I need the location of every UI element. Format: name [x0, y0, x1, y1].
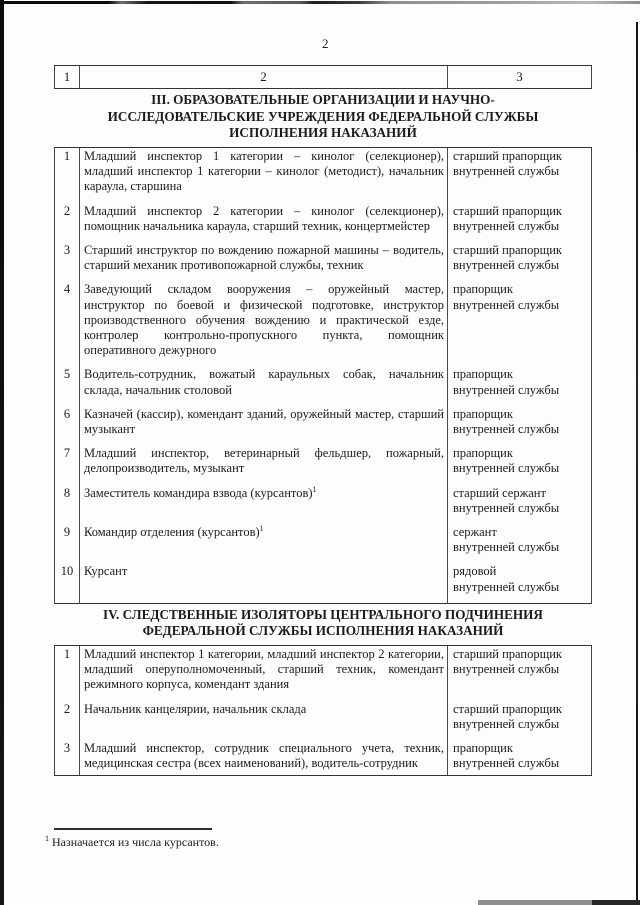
position-text: Младший инспектор, ветеринарный фельдшер, пожарный, делопроизводитель, музыкант — [84, 446, 444, 476]
rank-cell: прапорщик внутренней службы — [448, 281, 592, 366]
table-row — [55, 524, 592, 563]
section-iv-title-row — [55, 603, 592, 645]
row-number: 5 — [55, 366, 80, 405]
row-number: 3 — [55, 242, 80, 281]
scan-edge-top — [0, 1, 640, 4]
section-iv-title — [55, 603, 592, 645]
page-number: 2 — [322, 36, 329, 51]
position-cell — [80, 147, 448, 202]
table-row — [55, 406, 592, 445]
footnote-divider — [54, 828, 212, 830]
ranks-table — [54, 65, 592, 776]
position-text: Начальник канцелярии, начальник склада — [84, 701, 307, 716]
footnote-text: Назначается из числа курсантов. — [52, 835, 219, 849]
position-cell — [80, 203, 448, 242]
row-number: 3 — [55, 740, 80, 776]
scan-edge-bottom — [478, 900, 592, 905]
position-text: Заместитель командира взвода (курсантов) — [84, 485, 313, 500]
rank-cell: прапорщик внутренней службы — [448, 445, 592, 484]
scan-edge-left — [0, 0, 4, 905]
position-text: Заведующий складом вооружения – оружейный мастер, инструктор по боевой и физической подготовке, инструктор производственного обучения вождению и практической езде, контролер контрольно-пропускного пункта, помощник оперативного дежурного — [84, 282, 444, 358]
footnote-reference: 1 — [312, 484, 317, 494]
position-cell — [80, 366, 448, 405]
column-header-2: 2 — [80, 66, 448, 89]
table-row — [55, 740, 592, 776]
table-row — [55, 563, 592, 603]
rank-cell: старший прапорщик внутренней службы — [448, 242, 592, 281]
footnote — [45, 834, 219, 850]
position-text: Старший инструктор по вождению пожарной машины – водитель, старший механик противопожарной службы, техник — [84, 243, 444, 273]
table-row — [55, 445, 592, 484]
section-title-line: IV. СЛЕДСТВЕННЫЕ ИЗОЛЯТОРЫ ЦЕНТРАЛЬНОГО ПОДЧИНЕНИЯ — [103, 606, 543, 622]
rank-cell: старший прапорщик внутренней службы — [448, 147, 592, 202]
rank-cell: прапорщик внутренней службы — [448, 366, 592, 405]
section-iii-title — [55, 89, 592, 148]
rank-cell: старший прапорщик внутренней службы — [448, 646, 592, 701]
table-row — [55, 646, 592, 701]
column-header-1: 1 — [55, 66, 80, 89]
position-text: Младший инспектор, сотрудник специального учета, техник, медицинская сестра (всех наименований), водитель-сотрудник — [84, 741, 444, 771]
row-number: 9 — [55, 524, 80, 563]
section-title-line: ИСПОЛНЕНИЯ НАКАЗАНИЙ — [229, 125, 417, 141]
footnote-marker: 1 — [45, 834, 49, 843]
row-number: 7 — [55, 445, 80, 484]
position-text: Младший инспектор 2 категории – кинолог (селекционер), помощник начальника караула, старший техник, концертмейстер — [84, 203, 444, 233]
rank-cell: рядовой внутренней службы — [448, 563, 592, 603]
row-number: 6 — [55, 406, 80, 445]
table-row — [55, 281, 592, 366]
rank-cell: старший прапорщик внутренней службы — [448, 203, 592, 242]
position-cell — [80, 242, 448, 281]
position-cell — [80, 485, 448, 524]
position-cell — [80, 281, 448, 366]
table-column-header-row — [55, 66, 592, 89]
scan-edge-bottom-corner — [592, 900, 640, 905]
row-number: 8 — [55, 485, 80, 524]
footnote-reference: 1 — [259, 523, 264, 533]
position-text: Казначей (кассир), комендант зданий, оружейный мастер, старший музыкант — [84, 406, 444, 437]
section-title-line: ИССЛЕДОВАТЕЛЬСКИЕ УЧРЕЖДЕНИЯ ФЕДЕРАЛЬНОЙ СЛУЖБЫ — [107, 108, 539, 124]
position-cell — [80, 646, 448, 701]
rank-cell: старший прапорщик внутренней службы — [448, 701, 592, 740]
row-number: 1 — [55, 147, 80, 202]
section-iii-title-row — [55, 89, 592, 148]
rank-cell: сержант внутренней службы — [448, 524, 592, 563]
row-number: 1 — [55, 646, 80, 701]
table-row — [55, 147, 592, 202]
position-cell — [80, 740, 448, 776]
row-number: 2 — [55, 701, 80, 740]
position-cell — [80, 524, 448, 563]
section-title-line: III. ОБРАЗОВАТЕЛЬНЫЕ ОРГАНИЗАЦИИ И НАУЧНО- — [151, 92, 495, 108]
position-cell — [80, 445, 448, 484]
rank-cell: прапорщик внутренней службы — [448, 740, 592, 776]
row-number: 4 — [55, 281, 80, 366]
scan-edge-right — [636, 22, 638, 905]
column-header-3: 3 — [448, 66, 592, 89]
row-number: 2 — [55, 203, 80, 242]
position-cell — [80, 701, 448, 740]
position-text: Водитель-сотрудник, вожатый караульных собак, начальник склада, начальник столовой — [84, 367, 444, 397]
row-number: 10 — [55, 563, 80, 603]
position-cell — [80, 406, 448, 445]
rank-cell: старший сержант внутренней службы — [448, 485, 592, 524]
rank-cell: прапорщик внутренней службы — [448, 406, 592, 445]
section-title-line: ФЕДЕРАЛЬНОЙ СЛУЖБЫ ИСПОЛНЕНИЯ НАКАЗАНИЙ — [142, 623, 504, 639]
table-row — [55, 203, 592, 242]
table-row — [55, 485, 592, 524]
table-row — [55, 366, 592, 405]
position-text: Командир отделения (курсантов) — [84, 525, 260, 540]
position-text: Курсант — [84, 564, 128, 579]
position-text: Младший инспектор 1 категории, младший инспектор 2 категории, младший оперуполномоченный, старший техник, комендант режимного корпуса, комендант здания — [84, 647, 444, 692]
position-text: Младший инспектор 1 категории – кинолог (селекционер), младший инспектор 1 категории – кинолог (методист), начальник караула, старшина — [84, 148, 444, 194]
table-row — [55, 242, 592, 281]
position-cell — [80, 563, 448, 603]
table-row — [55, 701, 592, 740]
